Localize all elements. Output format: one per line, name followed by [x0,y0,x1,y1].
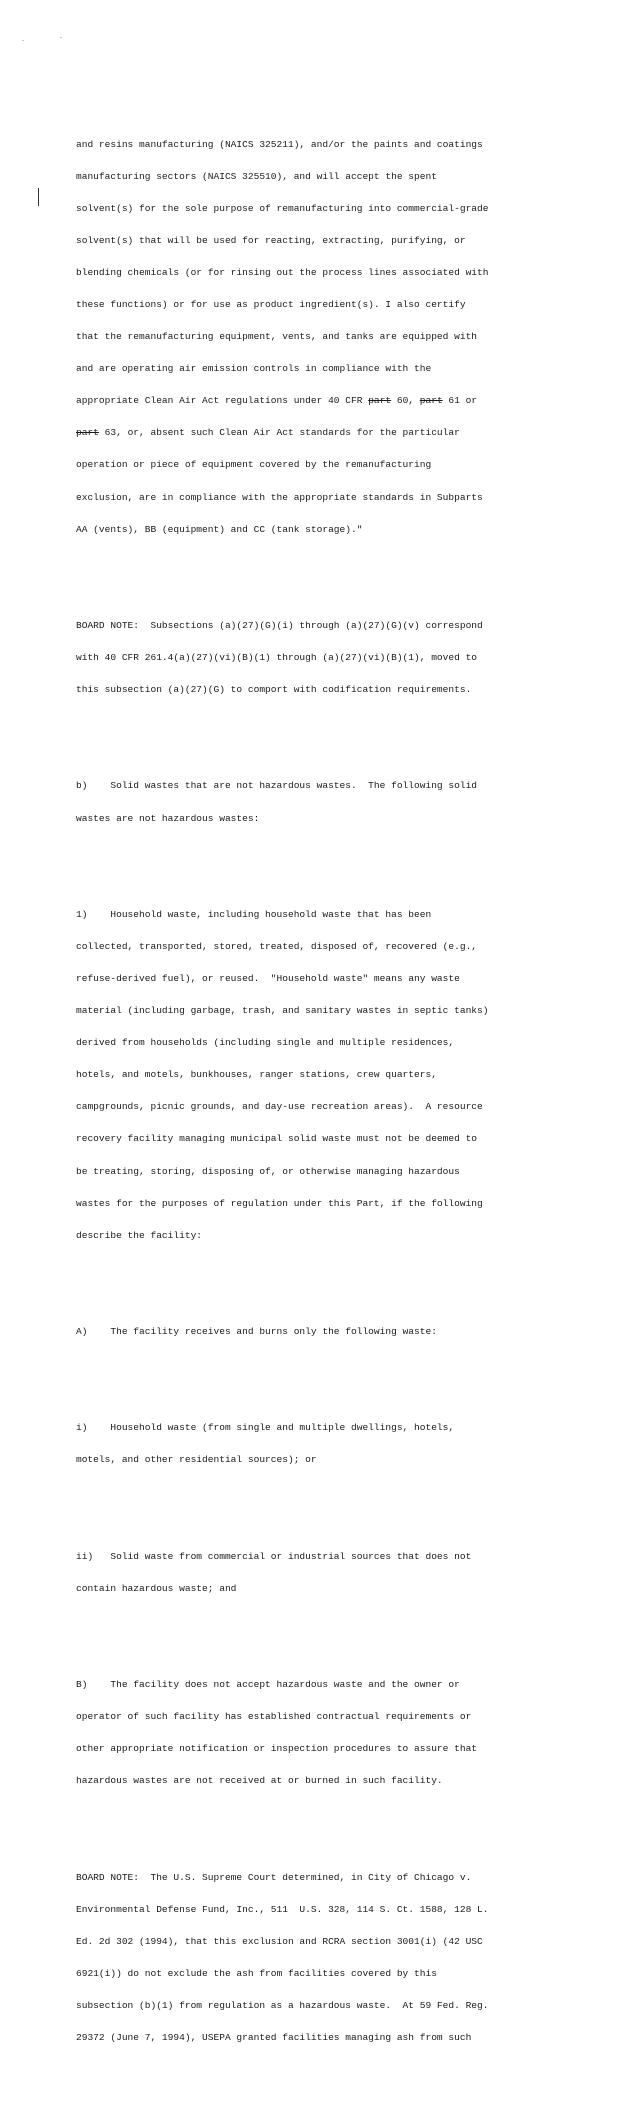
text-line: exclusion, are in compliance with the appropriate standards in Subparts [76,491,483,503]
text-line-with-strikeout [76,428,536,439]
text-line: collected, transported, stored, treated, disposed of, recovered (e.g., [76,940,478,952]
text-line: material (including garbage, trash, and sanitary wastes in septic tanks) [76,1005,489,1017]
text-line: AA (vents), BB (equipment) and CC (tank storage)." [76,523,363,535]
text-line: hazardous wastes are not received at or burned in such facility. [76,1775,443,1787]
scan-speck [60,37,62,38]
text-line: 6921(i)) do not exclude the ash from facilities covered by this [76,1967,437,1979]
deleted-text: part [419,395,443,407]
text-line: and are operating air emission controls in compliance with the [76,363,432,375]
text-line: 1) Household waste, including household waste that has been [76,908,432,920]
text-line: wastes for the purposes of regulation under this Part, if the following [76,1197,483,1209]
scan-speck [22,40,24,41]
text-line: i) Household waste (from single and multiple dwellings, hotels, [76,1422,455,1434]
text-line: that the remanufacturing equipment, vents, and tanks are equipped with [76,331,478,343]
deleted-text: part [368,395,392,407]
text-line: motels, and other residential sources); or [76,1454,317,1466]
text-line: refuse-derived fuel), or reused. "Household waste" means any waste [76,973,460,984]
text-line: operator of such facility has established contractual requirements or [76,1711,472,1723]
subsection-i [76,1402,536,1488]
text-line: campgrounds, picnic grounds, and day-use recreation areas). A resource [76,1101,483,1113]
subsection-ii [76,1530,536,1616]
text-line: A) The facility receives and burns only the following waste: [76,1326,437,1338]
subsection-A [76,1306,536,1360]
text-line: this subsection (a)(27)(G) to comport with codification requirements. [76,684,472,696]
text-line: wastes are not hazardous wastes: [76,812,260,824]
text-fragment: 60, [391,395,420,407]
text-line: recovery facility managing municipal solid waste must not be deemed to [76,1133,478,1145]
text-line: hotels, and motels, bunkhouses, ranger stations, crew quarters, [76,1069,437,1081]
text-fragment: 63, or, absent such Clean Air Act standards for the particular [98,427,460,439]
subsection-b1-household-waste [76,888,536,1262]
text-line: solvent(s) for the sole purpose of remanufacturing into commercial-grade [76,202,489,214]
text-line: solvent(s) that will be used for reacting, extracting, purifying, or [76,234,466,246]
text-line: 29372 (June 7, 1994), USEPA granted facilities managing ash from such [76,2032,472,2044]
text-line: BOARD NOTE: The U.S. Supreme Court determined, in City of Chicago v. [76,1871,472,1883]
subsection-B [76,1659,536,1809]
paragraph-certification-continued [76,118,536,557]
text-fragment: appropriate Clean Air Act regulations under 40 CFR [76,395,369,407]
text-line: B) The facility does not accept hazardous waste and the owner or [76,1679,460,1691]
text-line: and resins manufacturing (NAICS 325211), and/or the paints and coatings [76,138,483,150]
text-line: with 40 CFR 261.4(a)(27)(vi)(B)(1) through (a)(27)(vi)(B)(1), moved to [76,652,478,664]
text-line: operation or piece of equipment covered by the remanufacturing [76,459,432,471]
text-line: describe the facility: [76,1229,203,1241]
subsection-b-heading [76,760,536,846]
text-line: derived from households (including single and multiple residences, [76,1037,455,1049]
text-line: be treating, storing, disposing of, or otherwise managing hazardous [76,1165,460,1177]
board-note-subsections [76,600,536,718]
text-line: contain hazardous waste; and [76,1582,237,1594]
text-line: subsection (b)(1) from regulation as a hazardous waste. At 59 Fed. Reg. [76,2000,489,2012]
document-body [76,86,536,2108]
deleted-text: part [76,427,99,439]
text-line: these functions) or for use as product ingredient(s). I also certify [76,298,466,310]
text-line: b) Solid wastes that are not hazardous wastes. The following solid [76,780,478,792]
text-line: manufacturing sectors (NAICS 325510), and will accept the spent [76,170,437,182]
text-line-with-strikeout [76,396,536,407]
board-note-supreme-court [76,1851,536,2065]
text-line: Environmental Defense Fund, Inc., 511 U.S. 328, 114 S. Ct. 1588, 128 L. [76,1903,489,1915]
text-line: ii) Solid waste from commercial or industrial sources that does not [76,1550,472,1562]
text-line: other appropriate notification or inspection procedures to assure that [76,1743,478,1755]
text-line: Ed. 2d 302 (1994), that this exclusion and RCRA section 3001(i) (42 USC [76,1935,483,1947]
text-line: BOARD NOTE: Subsections (a)(27)(G)(i) through (a)(27)(G)(v) correspond [76,619,483,631]
text-fragment: 61 or [442,395,478,407]
revision-change-bar [38,188,39,206]
text-line: blending chemicals (or for rinsing out the process lines associated with [76,266,489,278]
